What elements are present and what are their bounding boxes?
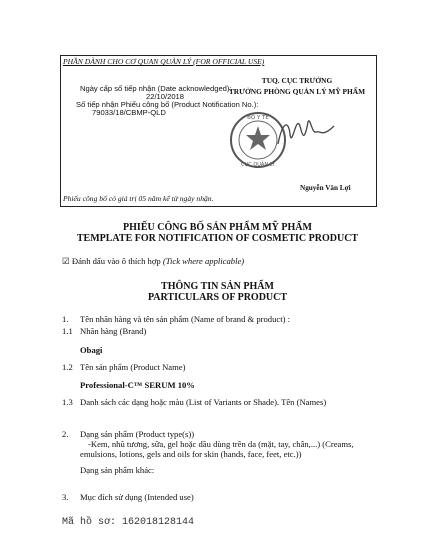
item-1-1-text: Nhãn hàng (Brand)	[80, 326, 147, 336]
item-2-number: 2.	[62, 429, 69, 439]
item-1-3-text: Danh sách các dạng hoặc màu (List of Variants or Shade). Tên (Names)	[80, 397, 327, 407]
item-1-1-number: 1.1	[62, 326, 73, 336]
item-3-text: Mục đích sử dụng (Intended use)	[80, 492, 194, 502]
item-2-line-b: emulsions, lotions, gels and oils for skin (hands, face, feet, etc.))	[80, 449, 302, 459]
notif-no-label: Số tiếp nhận Phiếu công bố (Product Notification No.):	[76, 100, 259, 109]
stamp-bottom-text: CỤC QUẢN LÝ	[241, 162, 275, 168]
ack-date-label: Ngày cấp số tiếp nhận (Date acknowledged):	[80, 84, 232, 93]
item-2-other-type: Dạng sản phẩm khác:	[80, 465, 155, 475]
official-stamp-icon	[222, 104, 342, 182]
tick-note-en: (Tick where applicable)	[162, 256, 245, 266]
section-title-vi: THÔNG TIN SẢN PHẨM	[161, 281, 274, 292]
authority-line-2: TRƯỞNG PHÒNG QUẢN LÝ MỸ PHẨM	[228, 87, 366, 96]
tick-note-vi: Đánh dấu vào ô thích hợp	[71, 256, 161, 266]
item-1-text: Tên nhãn hàng và tên sản phẩm (Name of brand & product) :	[80, 314, 291, 324]
ack-date-value: 22/10/2018	[146, 92, 185, 101]
item-1-3-number: 1.3	[62, 397, 73, 407]
item-1-2-text: Tên sản phẩm (Product Name)	[80, 362, 186, 372]
signer-name: Nguyễn Văn Lợi	[300, 184, 351, 192]
checkbox-checked-icon: ☑	[62, 256, 70, 266]
brand-value: Obagi	[80, 345, 103, 355]
notif-no-value: 79033/18/CBMP-QLD	[92, 108, 166, 117]
stamp-top-text: BỘ Y TẾ	[247, 115, 269, 121]
title-english: TEMPLATE FOR NOTIFICATION OF COSMETIC PRODUCT	[76, 233, 359, 244]
authority-line-1: TUQ. CỤC TRƯỞNG	[261, 76, 333, 85]
item-3-number: 3.	[62, 492, 69, 502]
item-2-line-a: -Kem, nhũ tương, sữa, gel hoặc dầu dùng trên da (mặt, tay, chân,...) (Creams,	[88, 439, 354, 449]
item-1-2-number: 1.2	[62, 362, 73, 372]
signature-icon	[278, 121, 334, 144]
validity-note: Phiếu công bố có giá trị 05 năm kể từ ngày nhận.	[63, 194, 214, 203]
product-name-value: Professional-C™ SERUM 10%	[80, 380, 195, 390]
title-vietnamese: PHIẾU CÔNG BỐ SẢN PHẨM MỸ PHẨM	[123, 222, 312, 233]
item-1-number: 1.	[62, 314, 69, 324]
tick-note	[62, 256, 244, 266]
official-use-header: PHẦN DÀNH CHO CƠ QUAN QUẢN LÝ (FOR OFFICIAL USE)	[63, 57, 265, 66]
section-title-en: PARTICULARS OF PRODUCT	[147, 292, 288, 303]
dossier-code: Mã hồ sơ: 162018128144	[62, 517, 195, 528]
item-2-text: Dạng sản phẩm (Product type(s))	[80, 429, 195, 439]
